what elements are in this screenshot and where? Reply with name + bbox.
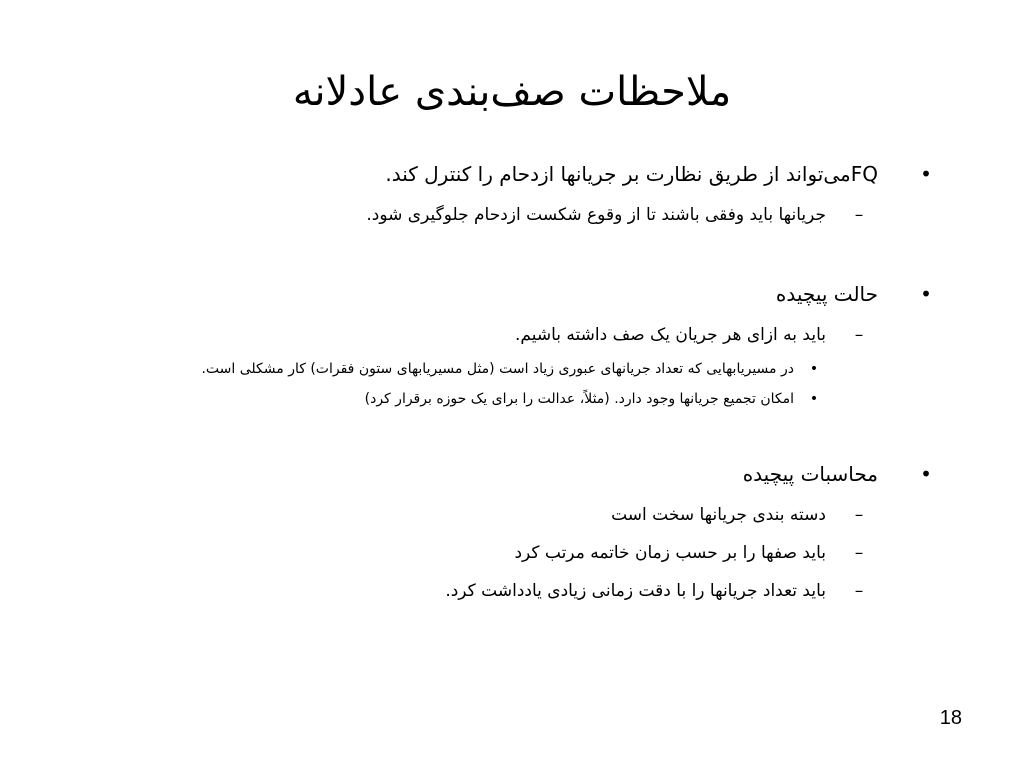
sub-bullet-text: جریانها باید وفقی باشند تا از وقوع شکست ازدحام جلوگیری شود. — [366, 205, 826, 225]
sub-sub-bullet-item — [76, 354, 936, 384]
bullet-marker: • — [920, 282, 932, 306]
bullet-item — [76, 452, 936, 496]
bullet-item — [76, 152, 936, 196]
sub-bullet-text: باید تعداد جریانها را با دقت زمانی زیادی یادداشت کرد. — [445, 581, 826, 601]
bullet-marker: • — [920, 462, 932, 486]
sub-bullet-text: دسته بندی جریانها سخت است — [611, 505, 826, 525]
dash-marker: – — [854, 325, 864, 345]
sub-bullet-text: باید به ازای هر جریان یک صف داشته باشیم. — [515, 325, 826, 345]
bullet-text: محاسبات پیچیده — [742, 462, 878, 486]
sub-sub-bullet-text: امکان تجمیع جریانها وجود دارد. (مثلاً، عدالت را برای یک حوزه برقرار کرد) — [364, 391, 794, 407]
sub-bullet-text: باید صفها را بر حسب زمان خاتمه مرتب کرد — [514, 543, 826, 563]
bullet-item — [76, 272, 936, 316]
sub-bullet-item — [76, 196, 936, 234]
sub-sub-bullet-text: در مسیریابهایی که تعداد جریانهای عبوری زیاد است (مثل مسیریابهای ستون فقرات) کار مشکلی است. — [201, 361, 794, 377]
page-number: 18 — [939, 707, 962, 729]
bullet-marker: • — [809, 361, 819, 377]
sub-bullet-item — [76, 316, 936, 354]
bullet-marker: • — [920, 162, 932, 186]
bullet-text: FQمی‌تواند از طریق نظارت بر جریانها ازدحام را کنترل کند. — [385, 162, 878, 186]
slide-title: ملاحظات صف‌بندی عادلانه — [292, 69, 732, 115]
dash-marker: – — [854, 581, 864, 601]
bullet-text: حالت پیچیده — [775, 282, 878, 306]
dash-marker: – — [854, 505, 864, 525]
sub-sub-bullet-item — [76, 384, 936, 414]
bullet-marker: • — [809, 391, 819, 407]
sub-bullet-item — [76, 496, 936, 534]
sub-bullet-item — [76, 534, 936, 572]
sub-bullet-item — [76, 572, 936, 610]
bullet-list — [76, 152, 936, 610]
dash-marker: – — [854, 543, 864, 563]
dash-marker: – — [854, 205, 864, 225]
